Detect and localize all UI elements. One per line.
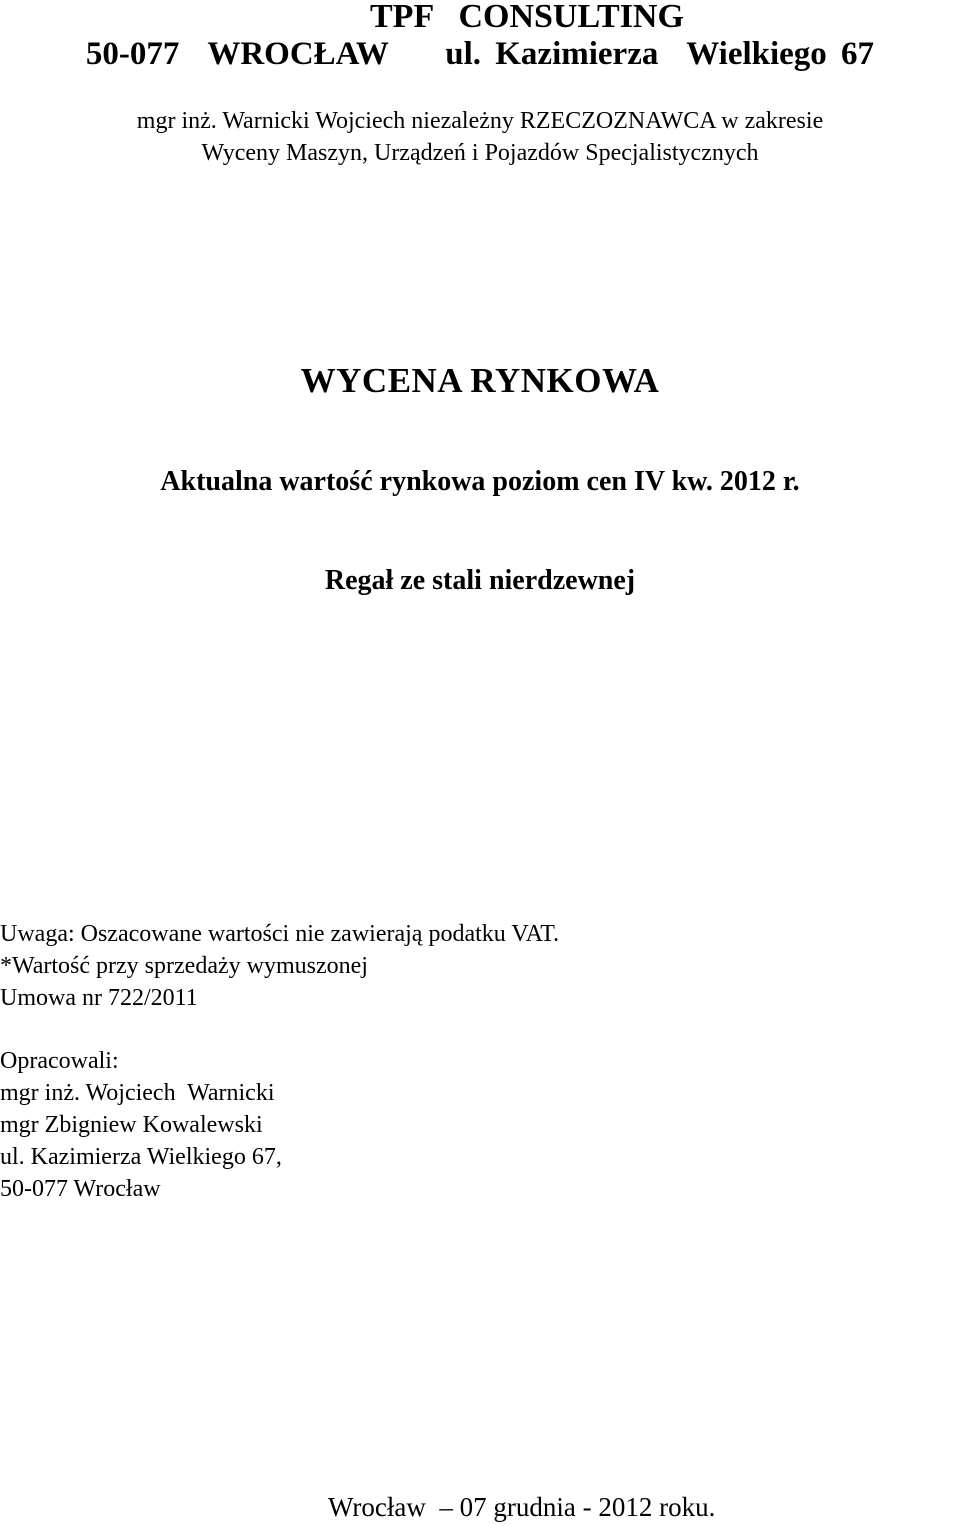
contract-number: Umowa nr 722/2011 bbox=[0, 985, 198, 1011]
author-1: mgr inż. Wojciech Warnicki bbox=[0, 1080, 275, 1106]
page-title: WYCENA RYNKOWA bbox=[300, 361, 660, 400]
document-date: Wrocław – 07 grudnia - 2012 roku. bbox=[328, 1492, 716, 1522]
address-city: 50-077 Wrocław bbox=[0, 1176, 161, 1202]
prepared-by-label: Opracowali: bbox=[0, 1048, 119, 1074]
vat-note: Uwaga: Oszacowane wartości nie zawierają podatku VAT. bbox=[0, 921, 560, 947]
author-2: mgr Zbigniew Kowalewski bbox=[0, 1112, 263, 1138]
company-address: 50-077 WROCŁAW ul. Kazimierza Wielkiego 67 bbox=[85, 36, 875, 72]
valuation-subtitle: Aktualna wartość rynkowa poziom cen IV kw. 2012 r. bbox=[160, 466, 800, 497]
forced-sale-note: *Wartość przy sprzedaży wymuszonej bbox=[0, 953, 368, 979]
company-name: TPF CONSULTING bbox=[370, 0, 684, 35]
expert-description-line-2: Wyceny Maszyn, Urządzeń i Pojazdów Specjalistycznych bbox=[201, 140, 759, 166]
valued-item: Regał ze stali nierdzewnej bbox=[324, 565, 636, 596]
address-street: ul. Kazimierza Wielkiego 67, bbox=[0, 1144, 282, 1170]
expert-description-line-1: mgr inż. Warnicki Wojciech niezależny RZECZOZNAWCA w zakresie bbox=[136, 108, 824, 134]
